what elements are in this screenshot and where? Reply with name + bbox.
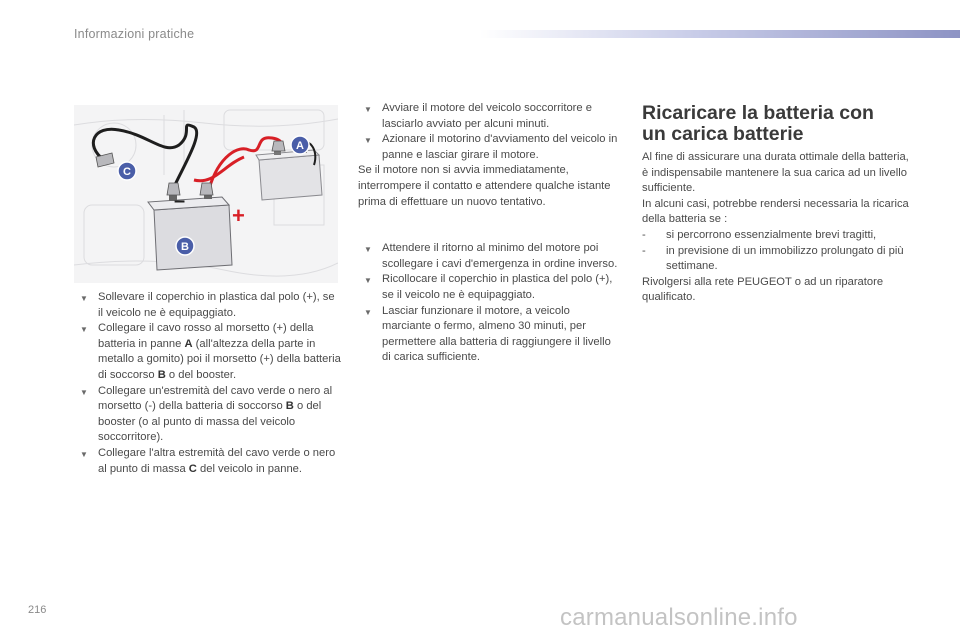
dash-marker: - [642, 228, 646, 241]
list-item: ▼ Attendere il ritorno al minimo del motore poi scollegare i cavi d'emergenza in ordine inverso. [364, 242, 618, 270]
charger-intro-paragraph: Al fine di assicurare una durata ottimale della batteria, è indispensabile mantenere la sua carica ad un livello sufficiente. [642, 151, 909, 195]
list-item: ▼ Collegare il cavo rosso al morsetto (+) della batteria in panne A (all'altezza della parte in metallo a gomito) poi il morsetto (+) della batteria di soccorso B o del booster. [80, 322, 341, 381]
list-item: ▼ Sollevare il coperchio in plastica dal polo (+), se il veicolo ne è equipaggiato. [80, 291, 335, 319]
pointer-triangle-icon: ▼ [80, 325, 88, 335]
label-badge-c [118, 162, 136, 180]
charger-conditions-paragraph: In alcuni casi, potrebbe rendersi necessaria la ricarica della batteria se : [642, 197, 909, 226]
list-item: - si percorrono essenzialmente brevi tragitti, [642, 228, 912, 244]
page-number: 216 [28, 604, 47, 616]
instructions-column-2 [358, 101, 622, 366]
list-item: ▼ Azionare il motorino d'avviamento del veicolo in panne e lasciar girare il motore. [364, 133, 618, 161]
pointer-triangle-icon: ▼ [364, 245, 372, 255]
pointer-triangle-icon: ▼ [364, 276, 372, 286]
list-item: ▼ Avviare il motore del veicolo soccorritore e lasciarlo avviato per alcuni minuti. [364, 102, 592, 130]
pointer-triangle-icon: ▼ [80, 294, 88, 303]
dash-marker: - [642, 244, 646, 257]
charger-contact-paragraph: Rivolgersi alla rete PEUGEOT o ad un riparatore qualificato. [642, 275, 884, 304]
label-a: A [296, 140, 304, 152]
minus-sign: – [174, 190, 186, 212]
battery-b [148, 189, 232, 270]
list-item: ▼ Ricollocare il coperchio in plastica del polo (+), se il veicolo ne è equipaggiato. [364, 273, 613, 301]
pointer-triangle-icon: ▼ [364, 136, 372, 146]
list-item: ▼ Collegare l'altra estremità del cavo verde o nero al punto di massa C del veicolo in panne. [80, 446, 336, 475]
list-item: ▼ Lasciar funzionare il motore, a veicolo marciante o fermo, almeno 30 minuti, per permettere alla batteria di raggiungere il livello di carica sufficiente. [364, 304, 611, 364]
charger-section-body [642, 150, 912, 306]
jump-start-illustration [74, 105, 338, 283]
label-badge-a [291, 136, 309, 154]
pointer-triangle-icon: ▼ [364, 307, 372, 317]
plus-sign: + [232, 203, 245, 228]
label-b: B [181, 241, 189, 253]
pointer-triangle-icon: ▼ [80, 387, 88, 397]
header-gradient-bar [480, 30, 960, 38]
label-c: C [123, 166, 131, 178]
list-item: ▼ Collegare un'estremità del cavo verde o nero al morsetto (-) della batteria di soccorso B o del booster (o al punto di massa del veicolo soccorritore). [80, 384, 333, 444]
section-title: Ricaricare la batteria con un carica batterie [642, 102, 874, 145]
retry-paragraph: Se il motore non si avvia immediatamente, interrompere il contatto e attendere qualche istante prima di effettuare un nuovo tentativo. [358, 164, 611, 208]
instructions-column-1 [74, 290, 342, 477]
list-item: - in previsione di un immobilizzo prolungato di più settimane. [642, 244, 904, 273]
watermark: carmanualsonline.info [560, 604, 798, 631]
pointer-triangle-icon: ▼ [364, 105, 372, 114]
label-badge-b [176, 237, 194, 255]
pointer-triangle-icon: ▼ [80, 449, 88, 459]
section-header-title: Informazioni pratiche [74, 27, 195, 41]
